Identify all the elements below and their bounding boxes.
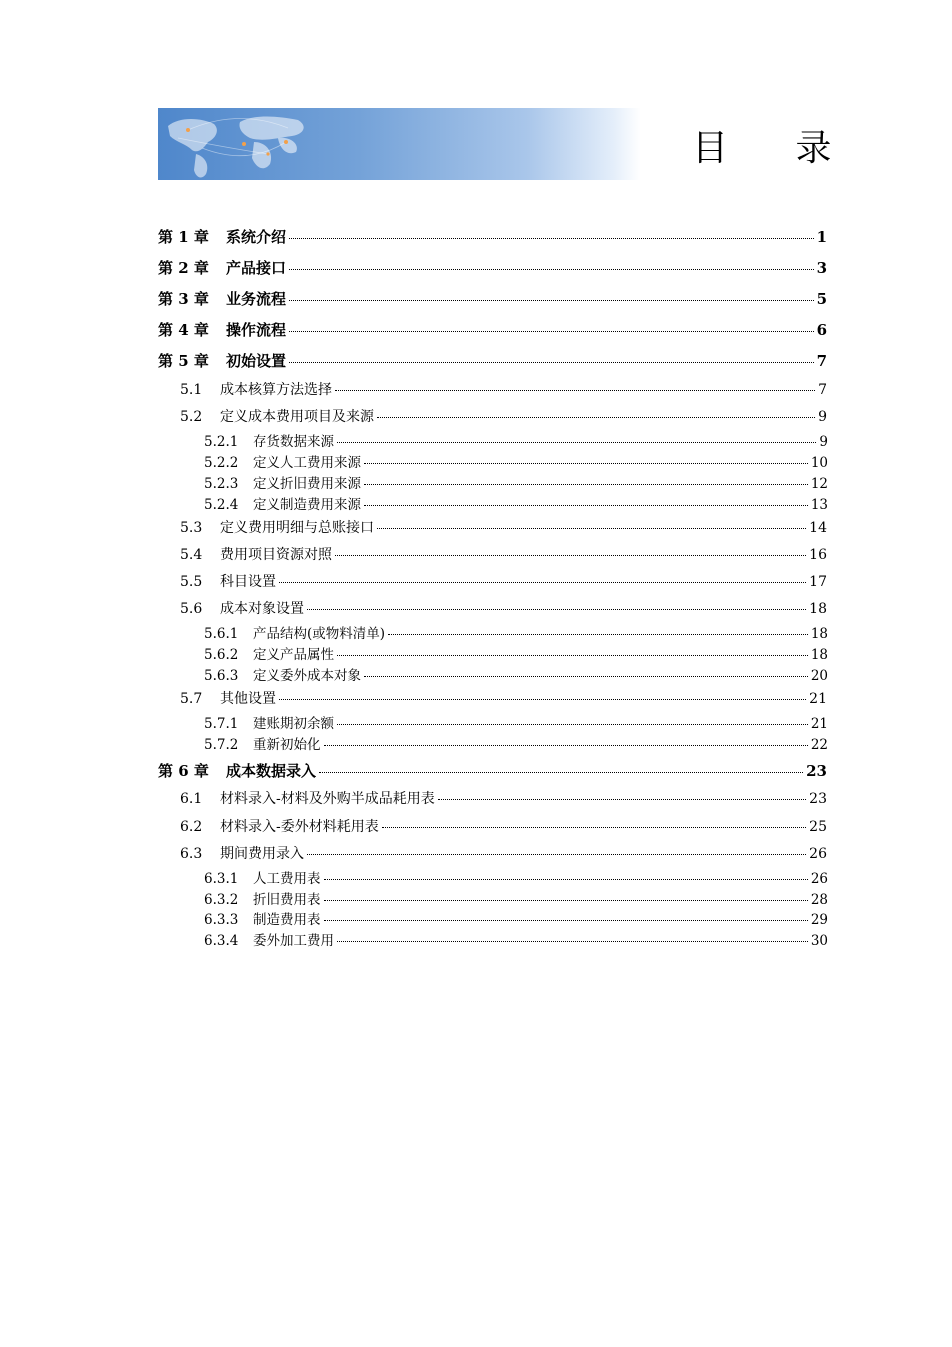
toc-entry-page: 21 (809, 691, 827, 707)
toc-entry[interactable] (204, 430, 828, 450)
toc-leader-dots (307, 854, 806, 855)
toc-entry[interactable] (204, 733, 828, 753)
toc-leader-dots (324, 920, 808, 921)
toc-entry-page: 20 (810, 668, 828, 684)
toc-entry-page: 7 (816, 352, 827, 370)
toc-entry[interactable] (158, 760, 827, 781)
toc-leader-dots (289, 269, 814, 270)
toc-leader-dots (335, 390, 815, 391)
toc-entry-title: 材料录入-材料及外购半成品耗用表 (220, 791, 435, 807)
toc-leader-dots (364, 505, 808, 506)
toc-entry[interactable] (204, 888, 828, 908)
toc-entry-title: 成本对象设置 (220, 601, 304, 617)
toc-entry[interactable] (158, 350, 827, 371)
toc-entry-page: 18 (809, 601, 827, 617)
toc-entry-title: 定义折旧费用来源 (253, 476, 361, 492)
toc-entry-number: 5.4 (180, 547, 203, 563)
toc-entry[interactable] (204, 472, 828, 492)
toc-leader-dots (364, 463, 808, 464)
toc-entry-title: 人工费用表 (253, 871, 321, 887)
toc-entry-number: 第 3 章 (158, 290, 209, 308)
toc-entry-number: 5.6.2 (204, 647, 239, 663)
toc-entry-page: 9 (818, 409, 827, 425)
toc-entry-title: 定义委外成本对象 (253, 668, 361, 684)
toc-entry-page: 17 (809, 574, 827, 590)
toc-entry[interactable] (204, 664, 828, 684)
toc-leader-dots (337, 442, 816, 443)
toc-entry-title: 定义人工费用来源 (253, 455, 361, 471)
toc-entry-title: 定义制造费用来源 (253, 497, 361, 513)
toc-entry[interactable] (180, 544, 827, 564)
toc-entry-number: 5.2 (180, 409, 203, 425)
toc-leader-dots (289, 362, 814, 363)
toc-leader-dots (279, 582, 806, 583)
toc-entry-title: 成本核算方法选择 (220, 382, 332, 398)
toc-entry-title: 委外加工费用 (253, 933, 334, 949)
toc-entry-page: 23 (806, 762, 827, 780)
toc-leader-dots (324, 745, 808, 746)
toc-entry-number: 6.3.2 (204, 892, 239, 908)
toc-entry-number: 5.6.3 (204, 668, 239, 684)
toc-entry[interactable] (158, 226, 827, 247)
toc-entry-title: 产品结构(或物料清单) (253, 626, 386, 642)
toc-entry[interactable] (204, 493, 828, 513)
toc-entry[interactable] (204, 929, 828, 949)
toc-entry[interactable] (180, 571, 827, 591)
toc-entry[interactable] (180, 688, 827, 708)
toc-entry-page: 14 (809, 520, 827, 536)
toc-entry[interactable] (158, 288, 827, 309)
toc-entry-page: 23 (809, 791, 827, 807)
toc-entry-number: 6.3.1 (204, 871, 239, 887)
toc-entry-title: 产品接口 (226, 259, 287, 277)
toc-entry-title: 建账期初余额 (253, 716, 334, 732)
toc-entry-title: 费用项目资源对照 (220, 547, 332, 563)
toc-leader-dots (279, 699, 806, 700)
toc-entry-number: 5.2.1 (204, 434, 239, 450)
toc-entry-page: 1 (816, 228, 827, 246)
toc-leader-dots (307, 609, 806, 610)
toc-entry[interactable] (204, 867, 828, 887)
toc-entry-number: 第 1 章 (158, 228, 209, 246)
toc-entry-title: 定义成本费用项目及来源 (220, 409, 374, 425)
toc-entry[interactable] (180, 788, 827, 808)
toc-entry-number: 5.3 (180, 520, 203, 536)
toc-entry[interactable] (204, 643, 828, 663)
toc-entry-page: 9 (819, 434, 828, 450)
toc-leader-dots (319, 772, 803, 773)
toc-entry-page: 5 (816, 290, 827, 308)
toc-leader-dots (324, 900, 808, 901)
toc-leader-dots (382, 827, 806, 828)
toc-entry-number: 第 5 章 (158, 352, 209, 370)
toc-entry[interactable] (180, 816, 827, 836)
toc-entry-number: 第 6 章 (158, 762, 209, 780)
toc-leader-dots (377, 417, 815, 418)
toc-entry-page: 7 (818, 382, 827, 398)
toc-entry-page: 28 (810, 892, 828, 908)
toc-entry[interactable] (204, 622, 828, 642)
toc-leader-dots (289, 238, 814, 239)
toc-entry-number: 5.2.2 (204, 455, 239, 471)
toc-entry-number: 第 4 章 (158, 321, 209, 339)
toc-entry-page: 10 (810, 455, 828, 471)
toc-entry-number: 第 2 章 (158, 259, 209, 277)
toc-entry-page: 18 (810, 647, 828, 663)
toc-entry-title: 操作流程 (226, 321, 287, 339)
toc-entry[interactable] (158, 319, 827, 340)
toc-leader-dots (335, 555, 806, 556)
toc-entry-number: 5.7 (180, 691, 203, 707)
toc-entry-page: 30 (810, 933, 828, 949)
toc-entry-page: 12 (810, 476, 828, 492)
toc-entry-title: 材料录入-委外材料耗用表 (220, 819, 379, 835)
toc-entry[interactable] (204, 451, 828, 471)
toc-leader-dots (438, 799, 806, 800)
toc-entry-number: 5.1 (180, 382, 203, 398)
toc-entry-number: 5.2.4 (204, 497, 239, 513)
toc-entry[interactable] (204, 908, 828, 928)
toc-entry-number: 6.2 (180, 819, 203, 835)
toc-entry-title: 科目设置 (220, 574, 276, 590)
toc-entry-number: 5.5 (180, 574, 203, 590)
toc-entry-number: 6.1 (180, 791, 203, 807)
toc-entry-page: 16 (809, 547, 827, 563)
toc-leader-dots (324, 879, 808, 880)
toc-entry-number: 6.3 (180, 846, 203, 862)
toc-entry-title: 系统介绍 (226, 228, 287, 246)
toc-leader-dots (364, 484, 808, 485)
toc-entry-page: 22 (810, 737, 828, 753)
toc-entry-title: 定义费用明细与总账接口 (220, 520, 374, 536)
toc-entry-title: 期间费用录入 (220, 846, 304, 862)
toc-entry-page: 6 (816, 321, 827, 339)
toc-entry[interactable] (180, 843, 827, 863)
toc-entry[interactable] (180, 406, 827, 426)
toc-entry[interactable] (180, 517, 827, 537)
toc-entry-page: 3 (816, 259, 827, 277)
toc-entry-page: 29 (810, 912, 828, 928)
toc-entry-title: 业务流程 (226, 290, 287, 308)
toc-entry-title: 制造费用表 (253, 912, 321, 928)
toc-entry-title: 定义产品属性 (253, 647, 334, 663)
toc-entry-title: 重新初始化 (253, 737, 321, 753)
toc-entry-page: 26 (810, 871, 828, 887)
toc-entry-title: 折旧费用表 (253, 892, 321, 908)
toc-leader-dots (388, 634, 808, 635)
toc-entry-number: 5.7.2 (204, 737, 239, 753)
toc-leader-dots (289, 300, 814, 301)
toc-entry-title: 存货数据来源 (253, 434, 334, 450)
toc-entry-number: 5.6.1 (204, 626, 239, 642)
toc-entry-title: 成本数据录入 (226, 762, 317, 780)
toc-entry-page: 21 (810, 716, 828, 732)
toc-entry[interactable] (204, 712, 828, 732)
toc-leader-dots (289, 331, 814, 332)
toc-entry[interactable] (180, 379, 827, 399)
toc-entry-number: 5.2.3 (204, 476, 239, 492)
toc-leader-dots (364, 676, 808, 677)
toc-entry-title: 初始设置 (226, 352, 287, 370)
toc-entry[interactable] (158, 257, 827, 278)
toc-entry-number: 5.6 (180, 601, 203, 617)
toc-entry-page: 26 (809, 846, 827, 862)
toc-entry-page: 18 (810, 626, 828, 642)
toc-entry-number: 5.7.1 (204, 716, 239, 732)
toc-entry-number: 6.3.3 (204, 912, 239, 928)
page-title: 目 录 (692, 128, 860, 169)
toc-entry-title: 其他设置 (220, 691, 276, 707)
toc-leader-dots (337, 655, 808, 656)
toc-entry-page: 25 (809, 819, 827, 835)
toc-entry-number: 6.3.4 (204, 933, 239, 949)
toc-leader-dots (337, 724, 808, 725)
toc-leader-dots (377, 528, 806, 529)
toc-leader-dots (337, 941, 808, 942)
toc-entry-page: 13 (810, 497, 828, 513)
toc-entry[interactable] (180, 598, 827, 618)
